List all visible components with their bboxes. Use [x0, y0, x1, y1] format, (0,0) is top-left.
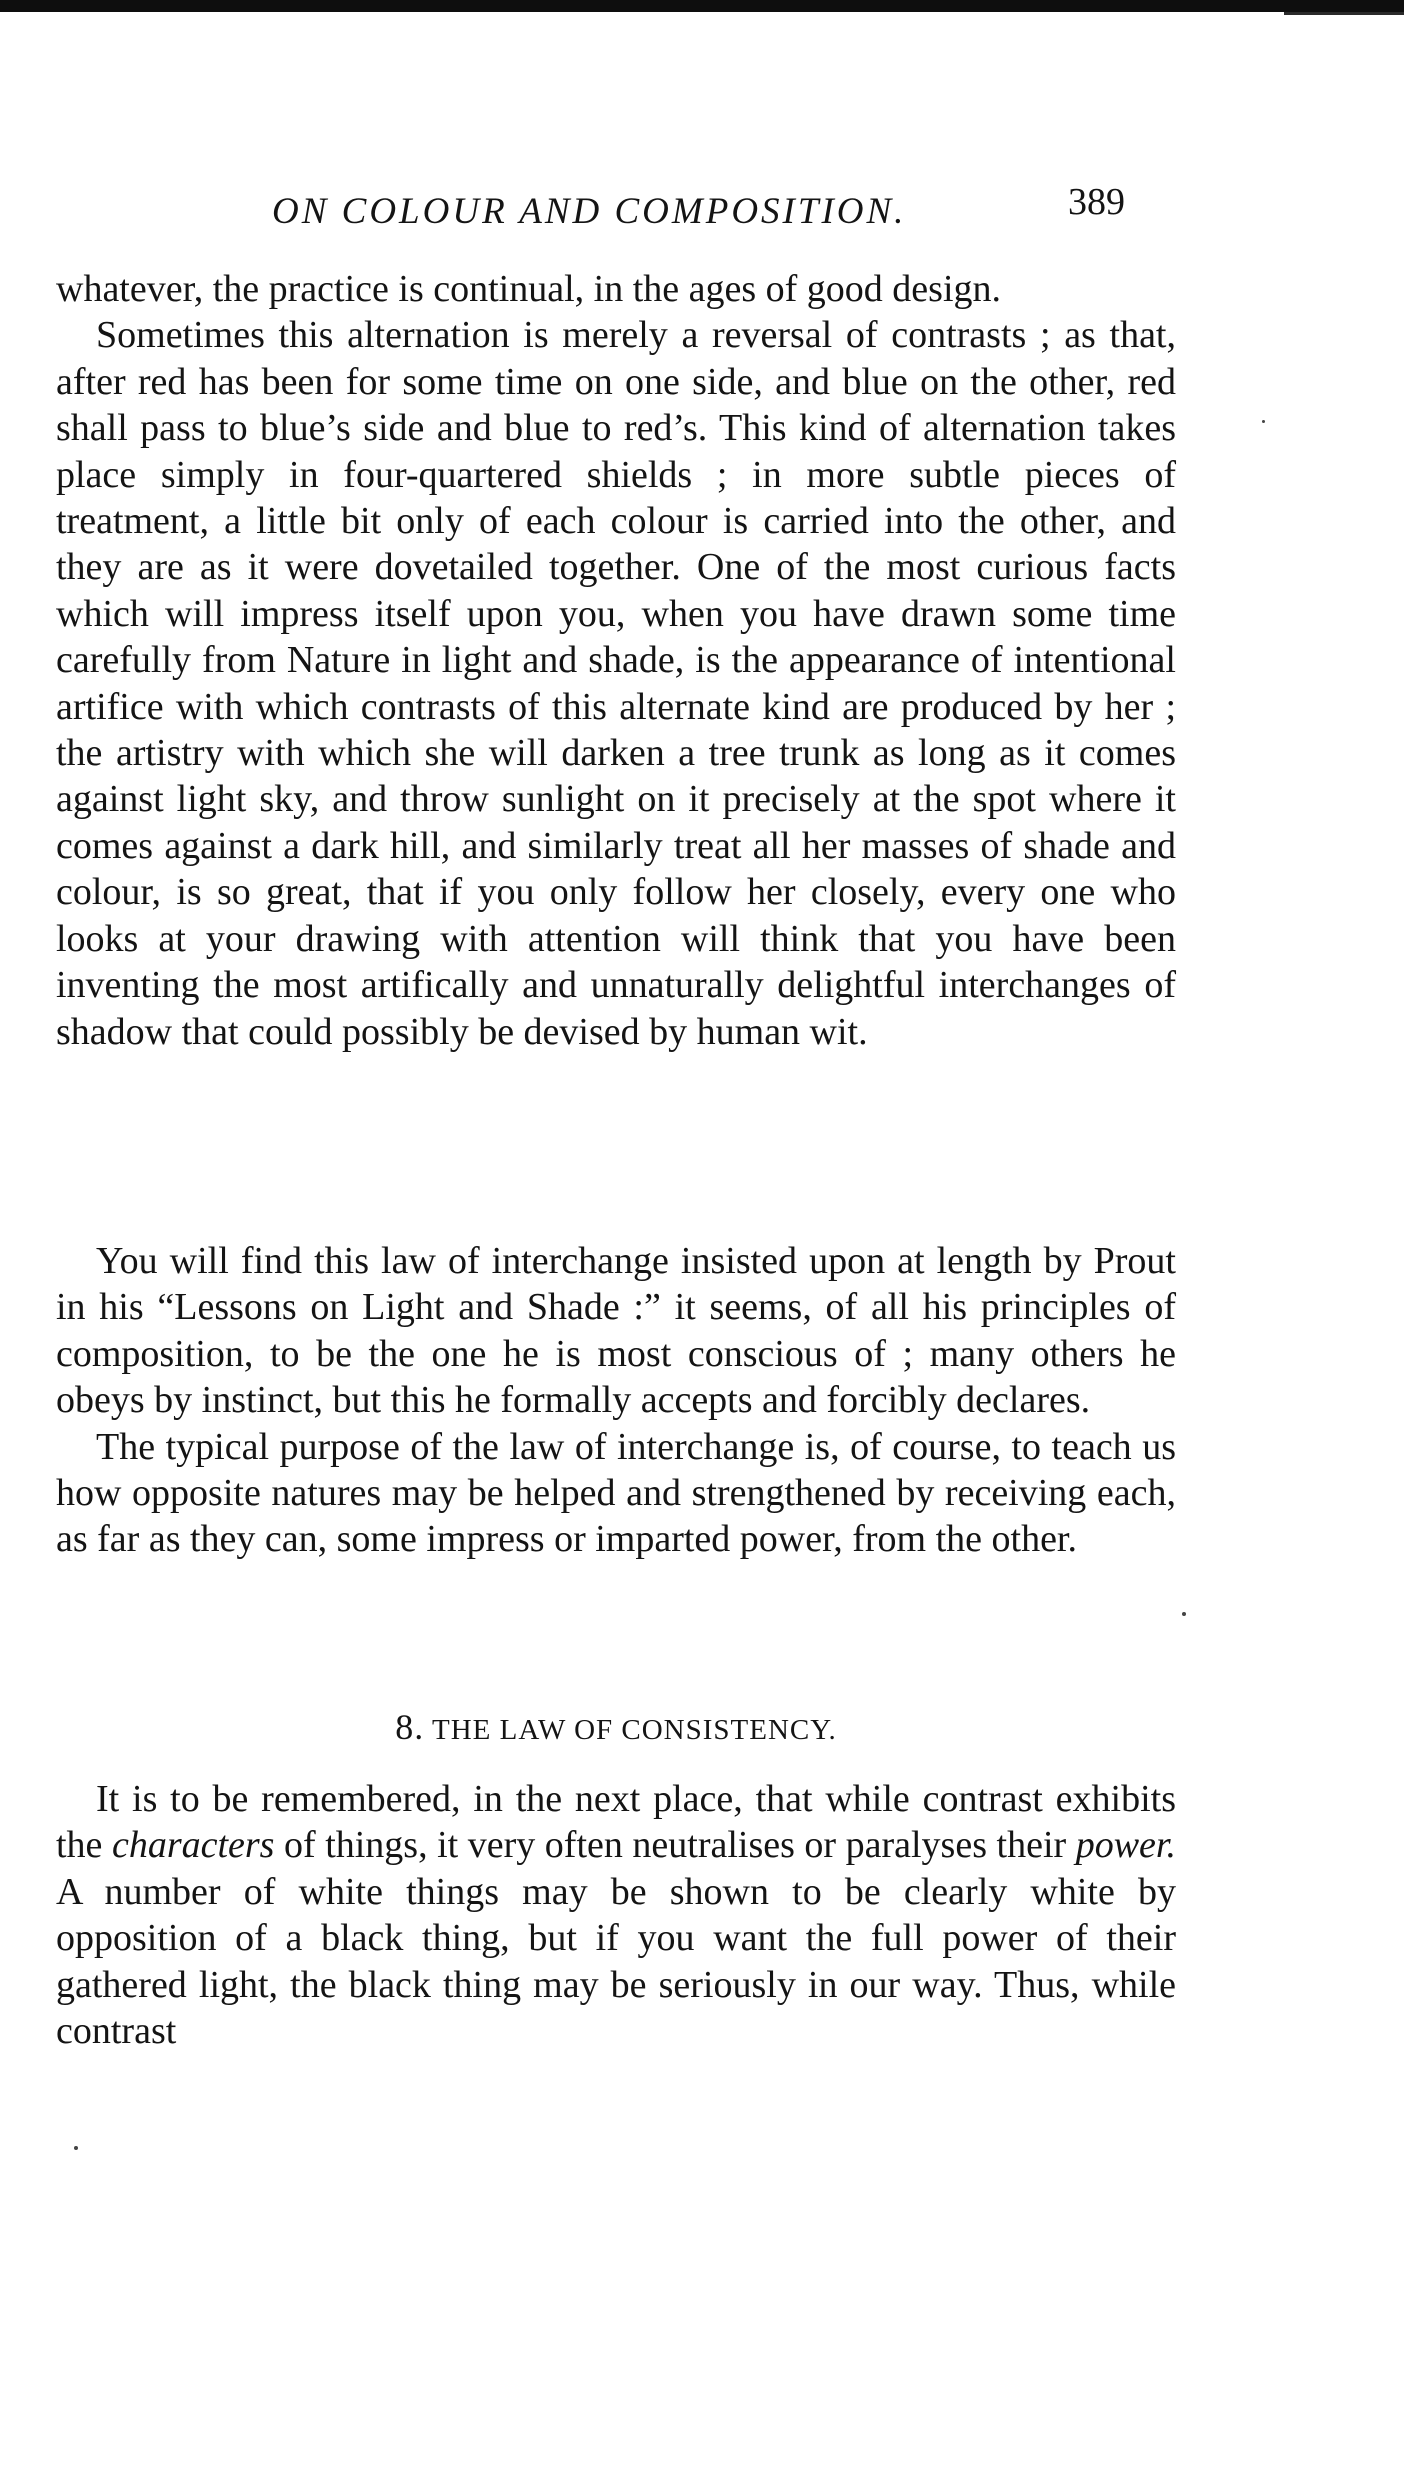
emphasis-characters: characters — [111, 1824, 275, 1867]
running-title: ON COLOUR AND COMPOSITION. — [272, 191, 907, 232]
body-text-middle — [56, 1238, 1176, 1563]
paragraph-reversal-of-contrasts: Sometimes this alternation is merely a reversal of contrasts ; as that, after red has been for some time on one side, and blue on the other, red shall pass to blue’s side and blue to red’s. This kind of alternation takes place simply in four-quartered shields ; in more subtle pieces of treatment, a little bit only of each colour is carried into the other, and they are as it were dovetailed together. One of the most curious facts which will impress itself upon you, when you have drawn some time carefully from Nature in light and shade, is the appearance of intentional artifice with which contrasts of this alternate kind are produced by her ; the artistry with which she will darken a tree trunk as long as it comes against light sky, and throw sunlight on it precisely at the spot where it comes against a dark hill, and similarly treat all her masses of shade and colour, is so great, that if you only follow her closely, every one who looks at your drawing with attention will think that you have been inventing the most artifically and unnaturally delightful interchanges of shadow that could possibly be devised by human wit. — [56, 314, 1176, 1053]
emphasis-power: power. — [1075, 1824, 1176, 1867]
section-title: THE LAW OF CONSISTENCY. — [432, 1714, 837, 1746]
print-speck — [1262, 420, 1265, 423]
paragraph-law-of-consistency — [56, 1776, 1176, 2054]
body-text-lower — [56, 1776, 1176, 2054]
section-heading — [56, 1706, 1176, 1748]
page-top-edge — [0, 0, 1404, 12]
page-top-edge-tail — [1284, 12, 1404, 15]
page-number: 389 — [1068, 181, 1125, 223]
paragraph-continuation: whatever, the practice is continual, in the ages of good design. — [56, 268, 1002, 310]
paragraph-typical-purpose: The typical purpose of the law of interchange is, of course, to teach us how opposite natures may be helped and strengthened by receiving each, as far as they can, some impress or imparted power, from the other. — [56, 1425, 1176, 1561]
print-speck — [74, 2146, 78, 2150]
print-speck — [1182, 1612, 1186, 1616]
text-run: of things, it very often neutralises or paralyses their — [274, 1824, 1076, 1867]
paragraph-prout: You will find this law of interchange insisted upon at length by Prout in his “Lessons on Light and Shade :” it seems, of all his principles of composition, to be the one he is most conscious of ; many others he obeys by instinct, but this he formally accepts and forcibly declares. — [56, 1240, 1176, 1422]
body-text-upper — [56, 266, 1176, 1055]
section-number: 8. — [395, 1707, 425, 1747]
text-run: A number of white things may be shown to be clearly white by opposition of a black thing, but if you want the full power of their gathered light, the black thing may be seriously in our way. Thus, while contrast — [56, 1870, 1176, 2053]
text-run: It is to be remembered, in the next place, that while contrast exhibits the — [56, 1778, 1176, 1867]
